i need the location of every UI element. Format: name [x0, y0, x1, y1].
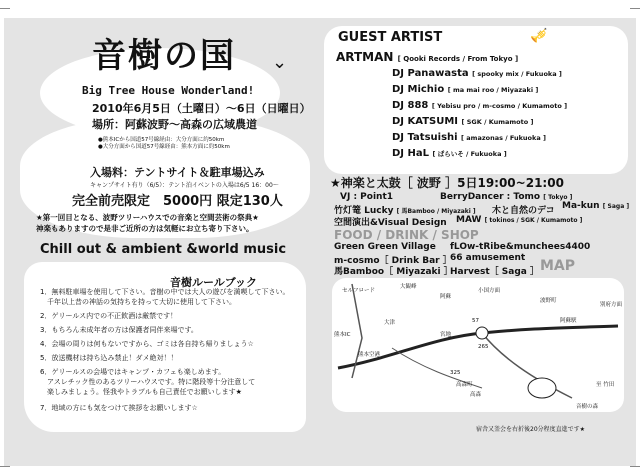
map-label: 265 — [478, 344, 489, 350]
dj-label: [ spooky mix / Fukuoka ] — [472, 70, 562, 78]
headliner-label: [ Qooki Records / From Tokyo ] — [397, 55, 519, 63]
act-vj: VJ : Point1 — [340, 192, 394, 202]
map-label: 高森町 — [456, 382, 473, 388]
map-label: 波野町 — [540, 298, 557, 304]
dj-label: [ SGK / Kumamoto ] — [461, 118, 534, 126]
act-tag: [ Saga ] — [602, 203, 630, 210]
ticket-info: 完全前売限定 5000円 限定130人 — [72, 194, 283, 209]
dj-name: DJ Panawasta — [392, 68, 469, 79]
dj-label: [ ma mai roo / Miyazaki ] — [447, 86, 539, 94]
map-label: 阿蘇駅 — [560, 318, 577, 324]
act-tag: [ 馬Bamboo / Miyazaki ] — [396, 208, 476, 215]
description-line: ★第一回目となる、波野ツリーハウスでの音楽と空間芸術の祭典★ — [36, 213, 259, 222]
map-label: 熊本空港 — [358, 352, 381, 358]
event-date: 2010年6月5日（土曜日）～6日（日曜日） — [92, 102, 311, 115]
map-label: 57 — [472, 318, 479, 324]
rulebook-title: 音樹ルールブック — [170, 276, 258, 289]
camp-note: キャンプサイト有り（6/5）：テント泊イベントの入場は6/5 16：00～ — [90, 182, 279, 189]
map-heading: MAP — [540, 258, 576, 274]
map-label: 325 — [450, 370, 461, 376]
map-label: セルフロード — [342, 288, 376, 294]
map-label: 小国方面 — [478, 288, 501, 294]
guest-artist-heading: GUEST ARTIST — [338, 30, 443, 45]
dj-entry — [392, 68, 562, 79]
event-description — [36, 212, 259, 234]
food-item: 馬Bamboo［ Miyazaki ］ — [334, 267, 453, 277]
map-label: 音樹の森 — [576, 404, 599, 410]
map-label: 高森 — [470, 392, 482, 398]
act-kito: 木と自然のデコ — [492, 206, 555, 216]
dj-entry — [392, 100, 567, 111]
dj-entry — [392, 132, 546, 143]
access-note: ●大分方面から国道57号線経由：熊本方面に約50km — [98, 144, 230, 150]
act-name: MAW — [456, 215, 482, 225]
description-line: 神楽もありますので是非ご近所の方は気軽にお立ち寄り下さい。 — [36, 224, 254, 233]
food-item: m-cosmo［ Drink Bar ］ — [334, 256, 452, 266]
music-genre: Chill out & ambient &world music — [40, 242, 287, 257]
act-tag: [ tokinos / SGK / Kumamoto ] — [484, 217, 583, 224]
page-title: 音樹の国 — [92, 36, 236, 76]
crop-mark — [630, 466, 640, 467]
rule-item: 千年以上昔の神話の気持ちを持って大切に使用して下さい。 — [40, 298, 236, 306]
dj-name: DJ HaL — [392, 148, 429, 159]
subtitle: Big Tree House Wonderland! — [82, 84, 255, 97]
crop-mark — [0, 8, 10, 9]
dj-label: [ Yebisu pro / m-cosmo / Kumamoto ] — [431, 102, 568, 110]
rule-item: 3．もちろん未成年者の方は保護者同伴来場です。 — [40, 326, 198, 334]
act-name: 竹灯篭 Lucky — [334, 206, 394, 216]
crop-mark — [630, 8, 640, 9]
event-venue: 場所：阿蘇波野～高森の広域農道 — [92, 118, 257, 131]
rule-item: 2．ゲリールス内での不正飲酒は厳禁です！ — [40, 312, 178, 320]
act-tag: [ Tokyo ] — [543, 194, 573, 201]
map-label: 熊本IC — [334, 332, 351, 338]
access-note: ●熊本ICから国道57号線経由：大分方面に約50km — [98, 137, 225, 143]
act-kukan: 空間演出&Visual Design — [334, 218, 447, 228]
dj-name: DJ KATSUMI — [392, 116, 459, 127]
trumpet-icon: 🎺 — [530, 28, 548, 44]
rule-item: アスレチック性のあるツリーハウスです。特に階段等十分注意して — [40, 378, 256, 386]
rule-item: 1．無料駐車場を使用して下さい。音樹の中では大人の遊びを満喫して下さい。 — [40, 288, 290, 296]
dj-name: DJ Tatsuishi — [392, 132, 458, 143]
crop-mark — [0, 466, 10, 467]
map-label: 至 竹田 — [596, 382, 615, 388]
access-notes — [98, 137, 230, 151]
rule-item: 楽しみましょう。怪我やトラブルも自己責任でお願いします★ — [40, 388, 242, 396]
food-heading: FOOD / DRINK / SHOP — [334, 228, 479, 242]
act-name: BerryDancer : Tomo — [440, 192, 541, 202]
kagura-heading: ★神楽と太鼓［ 波野 ］5日19:00~21:00 — [330, 176, 564, 190]
rule-item: 4．会場の周りは何もないですから、ゴミは各自持ち帰りましょう☆ — [40, 340, 254, 348]
map-label: 大津 — [384, 320, 396, 326]
act-name: Ma-kun — [562, 201, 600, 211]
dj-name: DJ 888 — [392, 100, 429, 111]
rule-item: 7．地域の方にも気をつけて挨拶をお願いします☆ — [40, 404, 198, 412]
food-item: 66 amusement — [450, 253, 526, 263]
rule-item: 5．放送機材は持ち込み禁止！ダメ絶対！！ — [40, 354, 178, 362]
rule-item: 6．ゲリールスの会場ではキャンプ・カフェも楽しめます。 — [40, 368, 226, 376]
headliner-name: ARTMAN — [336, 50, 394, 64]
dj-entry — [392, 84, 538, 95]
dj-entry — [392, 116, 533, 127]
headliner — [336, 50, 518, 64]
food-item: fLOw-tRibe&munchees4400 — [450, 242, 591, 252]
act-berry — [440, 192, 572, 202]
map-label: 阿蘇 — [440, 294, 452, 300]
map-label: 宮地 — [440, 332, 452, 338]
food-item: Harvest［ Saga ］ — [450, 267, 540, 277]
entry-fee: 入場料：テントサイト＆駐車場込み — [90, 166, 265, 179]
bird-icon: ⌄ — [272, 52, 288, 73]
footnote: 宿舎又釜会を右折後20分程度直進です★ — [476, 426, 586, 433]
act-maw — [456, 215, 582, 225]
dj-label: [ ぱらいそ / Fukuoka ] — [432, 150, 507, 158]
food-item: Green Green Village — [334, 242, 436, 252]
dj-entry — [392, 148, 507, 159]
map-label: 大観峰 — [400, 284, 417, 290]
map-label: 別府方面 — [600, 302, 623, 308]
act-makun — [562, 201, 629, 211]
dj-label: [ amazonas / Fukuoka ] — [461, 134, 546, 142]
dj-name: DJ Michio — [392, 84, 445, 95]
